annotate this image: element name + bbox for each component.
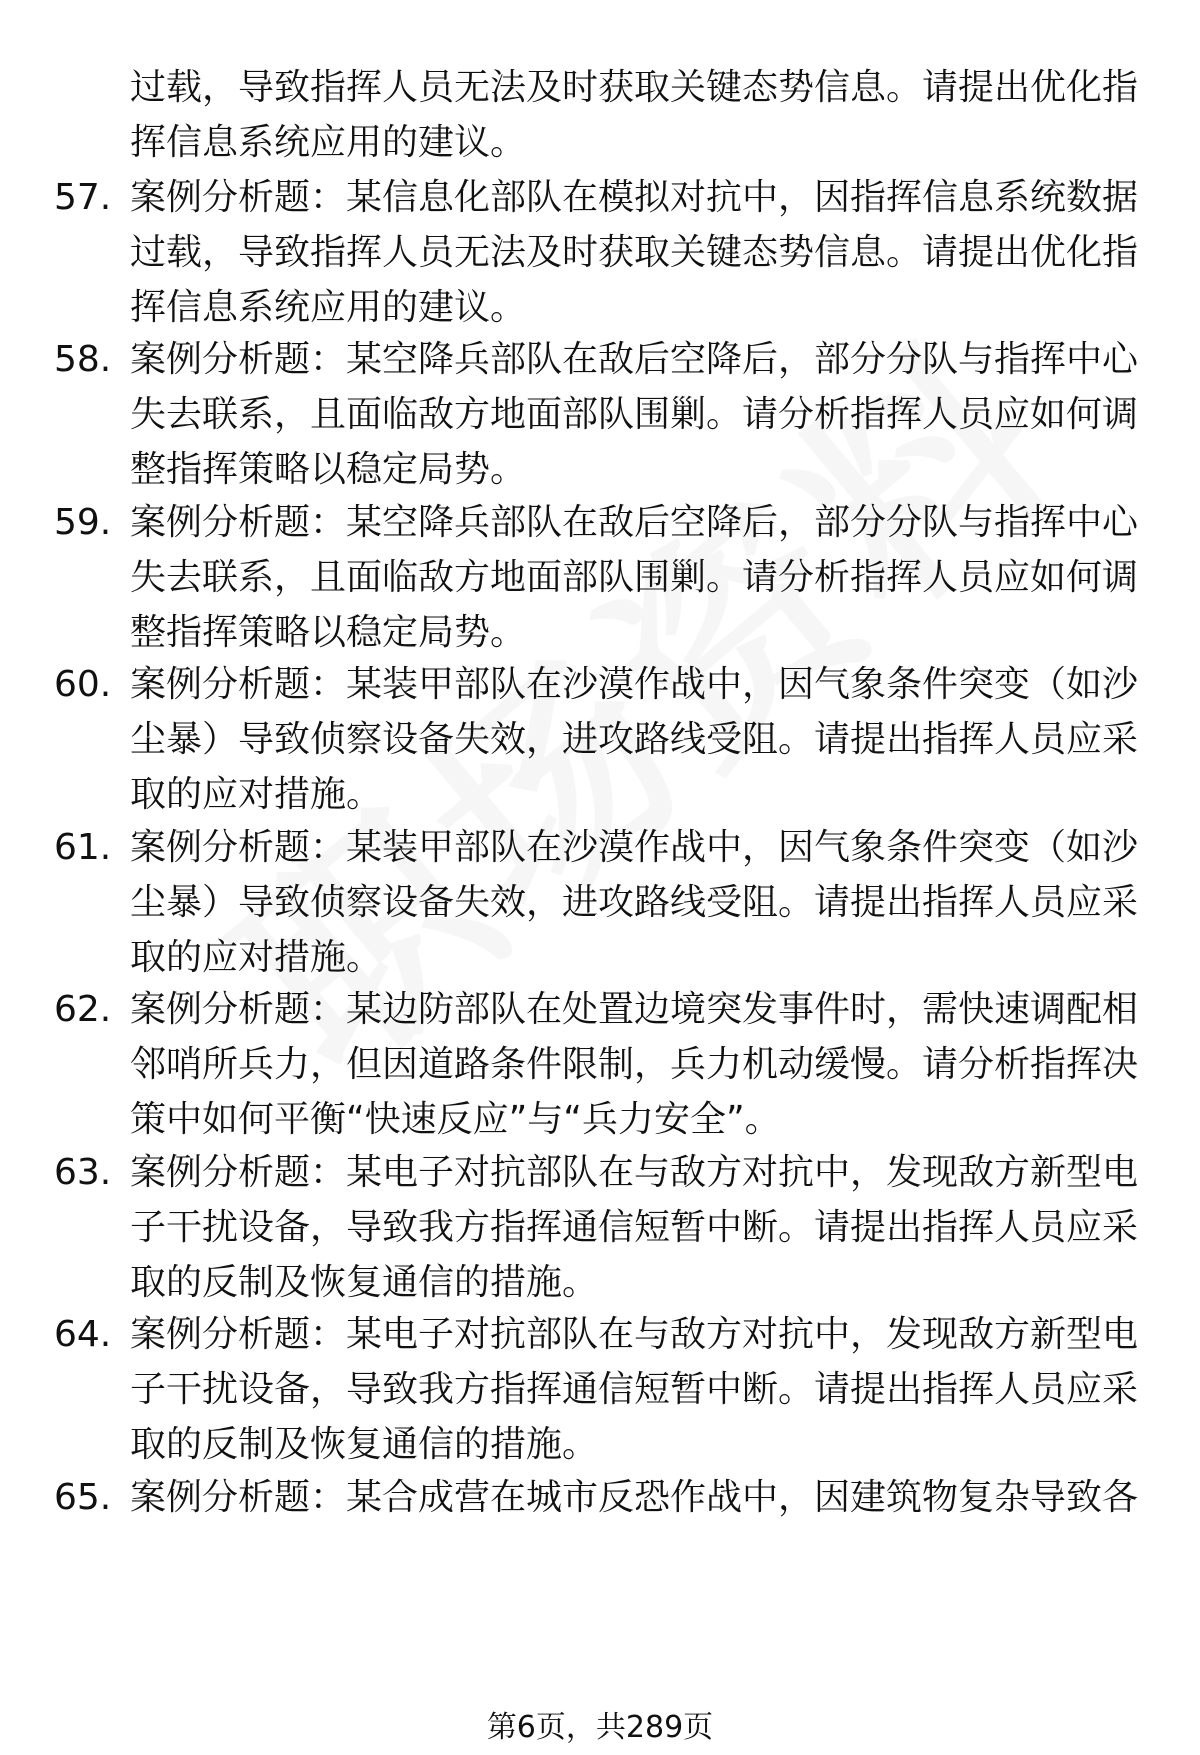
question-text: 案例分析题：某装甲部队在沙漠作战中，因气象条件突变（如沙 尘暴）导致侦察设备失效，进攻路线受阻。请提出指挥人员应采 取的应对措施。	[130, 664, 1139, 815]
question-number: 62.	[54, 989, 112, 1030]
question-text: 案例分析题：某装甲部队在沙漠作战中，因气象条件突变（如沙 尘暴）导致侦察设备失效，进攻路线受阻。请提出指挥人员应采 取的应对措施。	[130, 827, 1139, 978]
question-number: 64.	[54, 1314, 112, 1355]
question-text: 案例分析题：某电子对抗部队在与敌方对抗中，发现敌方新型电 子干扰设备，导致我方指挥通信短暂中断。请提出指挥人员应采 取的反制及恢复通信的措施。	[130, 1314, 1139, 1465]
question-text: 案例分析题：某电子对抗部队在与敌方对抗中，发现敌方新型电 子干扰设备，导致我方指挥通信短暂中断。请提出指挥人员应采 取的反制及恢复通信的措施。	[130, 1152, 1139, 1303]
question-number: 60.	[54, 664, 112, 705]
question-text: 案例分析题：某信息化部队在模拟对抗中，因指挥信息系统数据 过载，导致指挥人员无法及时获取关键态势信息。请提出优化指 挥信息系统应用的建议。	[130, 177, 1139, 328]
question-number: 57.	[54, 177, 112, 218]
question-number: 65.	[54, 1477, 112, 1518]
question-text: 案例分析题：某边防部队在处置边境突发事件时，需快速调配相 邻哨所兵力，但因道路条件限制，兵力机动缓慢。请分析指挥决 策中如何平衡“快速反应”与“兵力安全”。	[130, 989, 1139, 1140]
question-number: 58.	[54, 339, 112, 380]
question-text: 案例分析题：某合成营在城市反恐作战中，因建筑物复杂导致各	[130, 1477, 1139, 1518]
page-footer: 第6页，共289页	[486, 1710, 714, 1745]
question-text: 案例分析题：某空降兵部队在敌后空降后，部分分队与指挥中心 失去联系，且面临敌方地面部队围剿。请分析指挥人员应如何调 整指挥策略以稳定局势。	[130, 502, 1139, 653]
question-text: 案例分析题：某空降兵部队在敌后空降后，部分分队与指挥中心 失去联系，且面临敌方地面部队围剿。请分析指挥人员应如何调 整指挥策略以稳定局势。	[130, 339, 1139, 490]
continuation-text: 过载，导致指挥人员无法及时获取关键态势信息。请提出优化指 挥信息系统应用的建议。	[130, 67, 1139, 163]
question-number: 59.	[54, 502, 112, 543]
question-number: 61.	[54, 827, 112, 868]
question-number: 63.	[54, 1152, 112, 1193]
